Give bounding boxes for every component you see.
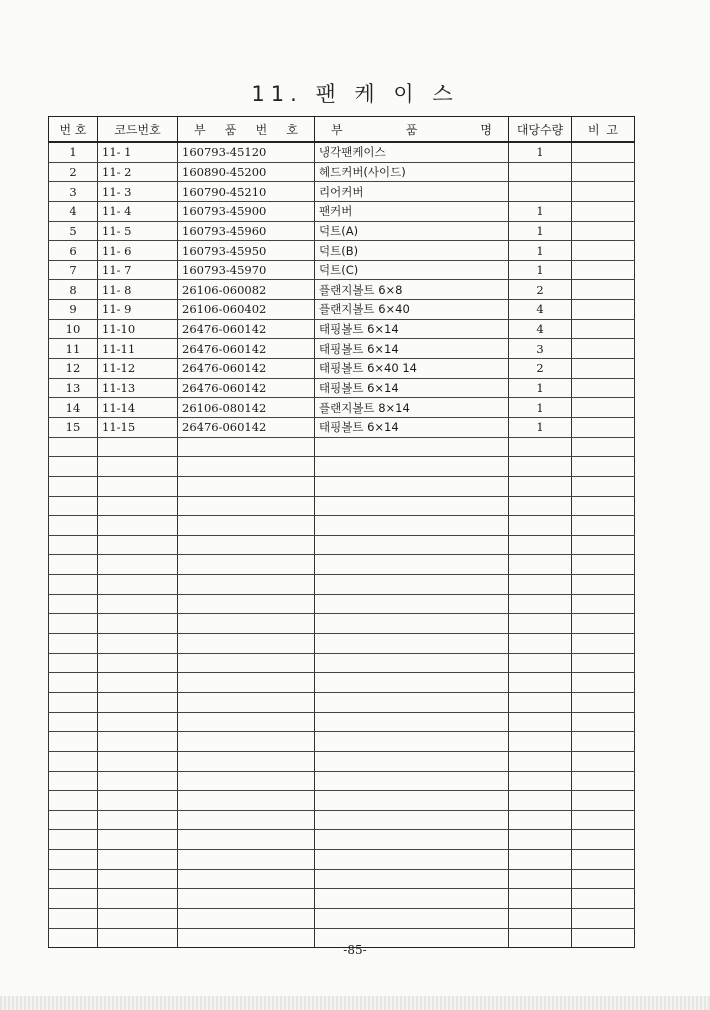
quantity-cell	[509, 830, 572, 850]
code-number-cell: 11-15	[98, 417, 178, 437]
quantity-cell: 2	[509, 359, 572, 379]
empty-table-row	[49, 516, 635, 536]
part-number-cell	[178, 771, 315, 791]
quantity-cell	[509, 614, 572, 634]
table-row	[49, 378, 635, 398]
row-number-cell	[49, 732, 98, 752]
quantity-cell: 1	[509, 142, 572, 162]
code-number-cell	[98, 457, 178, 477]
part-name-cell	[315, 712, 509, 732]
part-name-cell: 태핑볼트 6×40 14	[315, 359, 509, 379]
table-row	[49, 300, 635, 320]
remarks-cell	[572, 201, 635, 221]
part-name-cell: 태핑볼트 6×14	[315, 339, 509, 359]
row-number-cell	[49, 614, 98, 634]
row-number-cell: 5	[49, 221, 98, 241]
remarks-cell	[572, 732, 635, 752]
code-number-cell	[98, 634, 178, 654]
row-number-cell: 10	[49, 319, 98, 339]
part-number-cell	[178, 889, 315, 909]
part-number-cell	[178, 634, 315, 654]
part-name-cell	[315, 437, 509, 457]
part-number-cell: 26106-060082	[178, 280, 315, 300]
empty-table-row	[49, 535, 635, 555]
part-number-cell: 160793-45960	[178, 221, 315, 241]
empty-table-row	[49, 791, 635, 811]
quantity-cell	[509, 771, 572, 791]
empty-table-row	[49, 673, 635, 693]
row-number-cell	[49, 850, 98, 870]
part-number-cell	[178, 692, 315, 712]
remarks-cell	[572, 692, 635, 712]
remarks-cell	[572, 555, 635, 575]
code-number-cell: 11-14	[98, 398, 178, 418]
code-number-cell: 11- 6	[98, 241, 178, 261]
part-name-cell	[315, 830, 509, 850]
code-number-cell: 11-10	[98, 319, 178, 339]
part-name-cell	[315, 555, 509, 575]
part-number-cell	[178, 575, 315, 595]
part-number-cell	[178, 516, 315, 536]
part-name-cell	[315, 869, 509, 889]
row-number-cell: 7	[49, 260, 98, 280]
part-name-cell	[315, 810, 509, 830]
table-row	[49, 417, 635, 437]
code-number-cell	[98, 869, 178, 889]
quantity-cell	[509, 653, 572, 673]
quantity-cell	[509, 594, 572, 614]
remarks-cell	[572, 889, 635, 909]
part-name-cell	[315, 535, 509, 555]
code-number-cell: 11- 4	[98, 201, 178, 221]
remarks-cell	[572, 908, 635, 928]
row-number-cell: 8	[49, 280, 98, 300]
remarks-cell	[572, 516, 635, 536]
part-number-cell: 160790-45210	[178, 182, 315, 202]
quantity-cell	[509, 555, 572, 575]
row-number-cell	[49, 575, 98, 595]
code-number-cell	[98, 751, 178, 771]
part-name-cell: 헤드커버(사이드)	[315, 162, 509, 182]
part-number-cell	[178, 712, 315, 732]
table-row	[49, 260, 635, 280]
remarks-cell	[572, 162, 635, 182]
remarks-cell	[572, 260, 635, 280]
quantity-cell: 1	[509, 417, 572, 437]
empty-table-row	[49, 850, 635, 870]
row-number-cell	[49, 457, 98, 477]
part-name-cell: 태핑볼트 6×14	[315, 378, 509, 398]
table-row	[49, 162, 635, 182]
part-name-cell	[315, 614, 509, 634]
empty-table-row	[49, 653, 635, 673]
row-number-cell: 4	[49, 201, 98, 221]
part-number-cell	[178, 732, 315, 752]
remarks-cell	[572, 339, 635, 359]
empty-table-row	[49, 634, 635, 654]
part-number-cell	[178, 614, 315, 634]
part-number-cell	[178, 496, 315, 516]
row-number-cell: 12	[49, 359, 98, 379]
remarks-cell	[572, 653, 635, 673]
code-number-cell: 11- 3	[98, 182, 178, 202]
part-name-cell: 태핑볼트 6×14	[315, 319, 509, 339]
code-number-cell: 11- 9	[98, 300, 178, 320]
part-number-cell: 26106-060402	[178, 300, 315, 320]
quantity-cell	[509, 182, 572, 202]
quantity-cell	[509, 889, 572, 909]
quantity-cell	[509, 712, 572, 732]
part-name-cell: 플랜지볼트 8×14	[315, 398, 509, 418]
code-number-cell: 11- 7	[98, 260, 178, 280]
part-name-cell	[315, 771, 509, 791]
header-part-number: 부 품 번 호	[178, 117, 315, 143]
table-body	[49, 142, 635, 948]
remarks-cell	[572, 869, 635, 889]
part-number-cell	[178, 457, 315, 477]
quantity-cell: 1	[509, 378, 572, 398]
part-name-cell: 플랜지볼트 6×8	[315, 280, 509, 300]
code-number-cell	[98, 496, 178, 516]
remarks-cell	[572, 319, 635, 339]
table-row	[49, 319, 635, 339]
part-name-cell	[315, 791, 509, 811]
part-name-cell	[315, 575, 509, 595]
part-name-cell	[315, 673, 509, 693]
row-number-cell: 1	[49, 142, 98, 162]
quantity-cell	[509, 908, 572, 928]
code-number-cell	[98, 732, 178, 752]
row-number-cell	[49, 516, 98, 536]
part-name-cell	[315, 476, 509, 496]
remarks-cell	[572, 810, 635, 830]
part-number-cell: 160793-45970	[178, 260, 315, 280]
part-name-cell	[315, 850, 509, 870]
remarks-cell	[572, 300, 635, 320]
quantity-cell	[509, 791, 572, 811]
code-number-cell	[98, 850, 178, 870]
part-number-cell	[178, 791, 315, 811]
table-row	[49, 221, 635, 241]
remarks-cell	[572, 771, 635, 791]
code-number-cell: 11-12	[98, 359, 178, 379]
code-number-cell: 11- 2	[98, 162, 178, 182]
code-number-cell: 11-13	[98, 378, 178, 398]
row-number-cell	[49, 653, 98, 673]
part-name-cell	[315, 751, 509, 771]
row-number-cell	[49, 791, 98, 811]
code-number-cell	[98, 673, 178, 693]
header-part-name: 부 품 명	[315, 117, 509, 143]
remarks-cell	[572, 378, 635, 398]
row-number-cell	[49, 496, 98, 516]
part-name-cell	[315, 908, 509, 928]
quantity-cell: 3	[509, 339, 572, 359]
code-number-cell: 11-11	[98, 339, 178, 359]
code-number-cell: 11- 8	[98, 280, 178, 300]
row-number-cell	[49, 634, 98, 654]
code-number-cell	[98, 771, 178, 791]
remarks-cell	[572, 791, 635, 811]
part-name-cell: 리어커버	[315, 182, 509, 202]
part-name-cell: 덕트(A)	[315, 221, 509, 241]
empty-table-row	[49, 692, 635, 712]
row-number-cell	[49, 555, 98, 575]
part-name-cell	[315, 516, 509, 536]
empty-table-row	[49, 771, 635, 791]
row-number-cell	[49, 869, 98, 889]
quantity-cell: 2	[509, 280, 572, 300]
quantity-cell: 1	[509, 241, 572, 261]
code-number-cell: 11- 1	[98, 142, 178, 162]
header-number: 번 호	[49, 117, 98, 143]
part-number-cell: 26476-060142	[178, 319, 315, 339]
empty-table-row	[49, 810, 635, 830]
page-title: 11. 팬 케 이 스	[251, 82, 459, 106]
row-number-cell	[49, 594, 98, 614]
part-name-cell	[315, 889, 509, 909]
empty-table-row	[49, 476, 635, 496]
quantity-cell: 1	[509, 221, 572, 241]
remarks-cell	[572, 850, 635, 870]
table-row	[49, 142, 635, 162]
quantity-cell	[509, 810, 572, 830]
code-number-cell	[98, 516, 178, 536]
quantity-cell	[509, 850, 572, 870]
code-number-cell: 11- 5	[98, 221, 178, 241]
header-code: 코드번호	[98, 117, 178, 143]
part-name-cell	[315, 634, 509, 654]
part-number-cell	[178, 751, 315, 771]
quantity-cell	[509, 496, 572, 516]
code-number-cell	[98, 908, 178, 928]
remarks-cell	[572, 575, 635, 595]
part-name-cell	[315, 653, 509, 673]
empty-table-row	[49, 555, 635, 575]
row-number-cell	[49, 908, 98, 928]
remarks-cell	[572, 830, 635, 850]
code-number-cell	[98, 692, 178, 712]
part-number-cell	[178, 437, 315, 457]
remarks-cell	[572, 476, 635, 496]
empty-table-row	[49, 869, 635, 889]
code-number-cell	[98, 575, 178, 595]
part-name-cell: 덕트(C)	[315, 260, 509, 280]
code-number-cell	[98, 555, 178, 575]
remarks-cell	[572, 712, 635, 732]
remarks-cell	[572, 280, 635, 300]
code-number-cell	[98, 810, 178, 830]
table-row	[49, 201, 635, 221]
code-number-cell	[98, 830, 178, 850]
row-number-cell: 6	[49, 241, 98, 261]
remarks-cell	[572, 457, 635, 477]
part-number-cell	[178, 673, 315, 693]
part-number-cell	[178, 476, 315, 496]
header-remarks: 비 고	[572, 117, 635, 143]
row-number-cell	[49, 535, 98, 555]
header-quantity: 대당수량	[509, 117, 572, 143]
empty-table-row	[49, 437, 635, 457]
table-row	[49, 241, 635, 261]
row-number-cell: 2	[49, 162, 98, 182]
quantity-cell: 4	[509, 300, 572, 320]
remarks-cell	[572, 496, 635, 516]
quantity-cell	[509, 751, 572, 771]
quantity-cell	[509, 476, 572, 496]
part-number-cell: 26476-060142	[178, 417, 315, 437]
empty-table-row	[49, 751, 635, 771]
part-number-cell: 160793-45900	[178, 201, 315, 221]
empty-table-row	[49, 496, 635, 516]
part-number-cell: 160793-45120	[178, 142, 315, 162]
part-name-cell: 냉각팬케이스	[315, 142, 509, 162]
empty-table-row	[49, 732, 635, 752]
quantity-cell	[509, 437, 572, 457]
quantity-cell: 1	[509, 201, 572, 221]
quantity-cell	[509, 575, 572, 595]
quantity-cell	[509, 692, 572, 712]
part-name-cell: 팬커버	[315, 201, 509, 221]
empty-table-row	[49, 575, 635, 595]
remarks-cell	[572, 221, 635, 241]
row-number-cell: 15	[49, 417, 98, 437]
quantity-cell	[509, 869, 572, 889]
part-number-cell	[178, 535, 315, 555]
table-row	[49, 339, 635, 359]
part-name-cell: 태핑볼트 6×14	[315, 417, 509, 437]
row-number-cell	[49, 771, 98, 791]
parts-table	[48, 116, 635, 948]
quantity-cell	[509, 516, 572, 536]
part-number-cell	[178, 908, 315, 928]
row-number-cell: 3	[49, 182, 98, 202]
row-number-cell	[49, 712, 98, 732]
part-name-cell: 덕트(B)	[315, 241, 509, 261]
row-number-cell	[49, 476, 98, 496]
page-number: -85-	[343, 943, 367, 957]
row-number-cell: 9	[49, 300, 98, 320]
part-number-cell	[178, 653, 315, 673]
quantity-cell	[509, 162, 572, 182]
row-number-cell	[49, 437, 98, 457]
part-name-cell	[315, 457, 509, 477]
part-number-cell: 160890-45200	[178, 162, 315, 182]
remarks-cell	[572, 359, 635, 379]
code-number-cell	[98, 712, 178, 732]
quantity-cell: 1	[509, 260, 572, 280]
remarks-cell	[572, 751, 635, 771]
table-row	[49, 398, 635, 418]
table-row	[49, 182, 635, 202]
remarks-cell	[572, 241, 635, 261]
part-number-cell: 26476-060142	[178, 339, 315, 359]
remarks-cell	[572, 417, 635, 437]
row-number-cell	[49, 673, 98, 693]
empty-table-row	[49, 614, 635, 634]
empty-table-row	[49, 908, 635, 928]
code-number-cell	[98, 437, 178, 457]
remarks-cell	[572, 634, 635, 654]
empty-table-row	[49, 889, 635, 909]
part-number-cell	[178, 810, 315, 830]
code-number-cell	[98, 791, 178, 811]
table-row	[49, 359, 635, 379]
remarks-cell	[572, 142, 635, 162]
quantity-cell: 4	[509, 319, 572, 339]
row-number-cell	[49, 889, 98, 909]
empty-table-row	[49, 830, 635, 850]
part-number-cell	[178, 594, 315, 614]
remarks-cell	[572, 673, 635, 693]
quantity-cell: 1	[509, 398, 572, 418]
code-number-cell	[98, 594, 178, 614]
code-number-cell	[98, 476, 178, 496]
scan-edge	[0, 996, 710, 1010]
quantity-cell	[509, 535, 572, 555]
quantity-cell	[509, 634, 572, 654]
remarks-cell	[572, 182, 635, 202]
part-number-cell	[178, 830, 315, 850]
remarks-cell	[572, 535, 635, 555]
part-number-cell: 26476-060142	[178, 378, 315, 398]
part-name-cell	[315, 594, 509, 614]
row-number-cell: 13	[49, 378, 98, 398]
remarks-cell	[572, 437, 635, 457]
remarks-cell	[572, 594, 635, 614]
part-number-cell: 26476-060142	[178, 359, 315, 379]
table-row	[49, 280, 635, 300]
code-number-cell	[98, 889, 178, 909]
table-header-row	[49, 117, 635, 143]
row-number-cell	[49, 751, 98, 771]
remarks-cell	[572, 614, 635, 634]
part-number-cell: 160793-45950	[178, 241, 315, 261]
quantity-cell	[509, 457, 572, 477]
part-name-cell	[315, 732, 509, 752]
part-number-cell	[178, 869, 315, 889]
code-number-cell	[98, 653, 178, 673]
code-number-cell	[98, 535, 178, 555]
part-number-cell: 26106-080142	[178, 398, 315, 418]
part-name-cell	[315, 692, 509, 712]
part-name-cell: 플랜지볼트 6×40	[315, 300, 509, 320]
quantity-cell	[509, 732, 572, 752]
part-name-cell	[315, 496, 509, 516]
row-number-cell: 11	[49, 339, 98, 359]
row-number-cell	[49, 830, 98, 850]
row-number-cell	[49, 810, 98, 830]
remarks-cell	[572, 398, 635, 418]
code-number-cell	[98, 614, 178, 634]
row-number-cell: 14	[49, 398, 98, 418]
quantity-cell	[509, 673, 572, 693]
empty-table-row	[49, 457, 635, 477]
part-number-cell	[178, 555, 315, 575]
empty-table-row	[49, 594, 635, 614]
part-number-cell	[178, 850, 315, 870]
empty-table-row	[49, 712, 635, 732]
row-number-cell	[49, 692, 98, 712]
